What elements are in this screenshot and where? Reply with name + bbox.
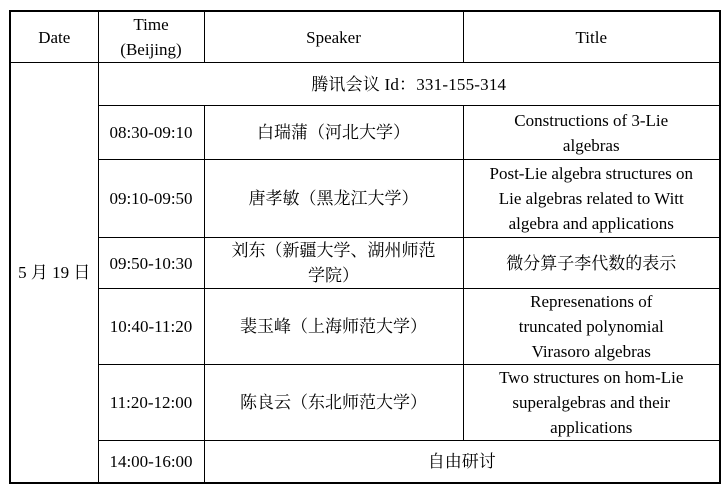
table-row (10, 106, 720, 160)
title-cell: Constructions of 3-Lie algebras (463, 106, 720, 160)
table-row (10, 365, 720, 441)
table-row (10, 238, 720, 289)
speaker-cell: 刘东（新疆大学、湖州师范 学院） (204, 238, 463, 289)
free-discussion-cell: 自由研讨 (204, 441, 720, 483)
time-cell: 11:20-12:00 (98, 365, 204, 441)
time-cell: 08:30-09:10 (98, 106, 204, 160)
header-speaker: Speaker (204, 11, 463, 63)
speaker-cell: 唐孝敏（黑龙江大学） (204, 160, 463, 238)
time-cell: 10:40-11:20 (98, 289, 204, 365)
header-title: Title (463, 11, 720, 63)
title-cell: Post-Lie algebra structures on Lie algebras related to Witt algebra and applications (463, 160, 720, 238)
speaker-cell: 陈良云（东北师范大学） (204, 365, 463, 441)
header-date: Date (10, 11, 98, 63)
speaker-cell: 裴玉峰（上海师范大学） (204, 289, 463, 365)
meeting-id-cell: 腾讯会议 Id：331-155-314 (98, 63, 720, 106)
time-cell: 09:50-10:30 (98, 238, 204, 289)
time-cell: 09:10-09:50 (98, 160, 204, 238)
speaker-cell: 白瑞蒲（河北大学） (204, 106, 463, 160)
header-row (10, 11, 720, 63)
time-cell: 14:00-16:00 (98, 441, 204, 483)
date-cell: 5 月 19 日 (10, 63, 98, 483)
meeting-row (10, 63, 720, 106)
title-cell: 微分算子李代数的表示 (463, 238, 720, 289)
schedule-table (9, 10, 721, 484)
table-row (10, 160, 720, 238)
title-cell: Two structures on hom-Lie superalgebras and their applications (463, 365, 720, 441)
title-cell: Represenations of truncated polynomial Virasoro algebras (463, 289, 720, 365)
header-time: Time (Beijing) (98, 11, 204, 63)
table-row (10, 289, 720, 365)
table-row (10, 441, 720, 483)
